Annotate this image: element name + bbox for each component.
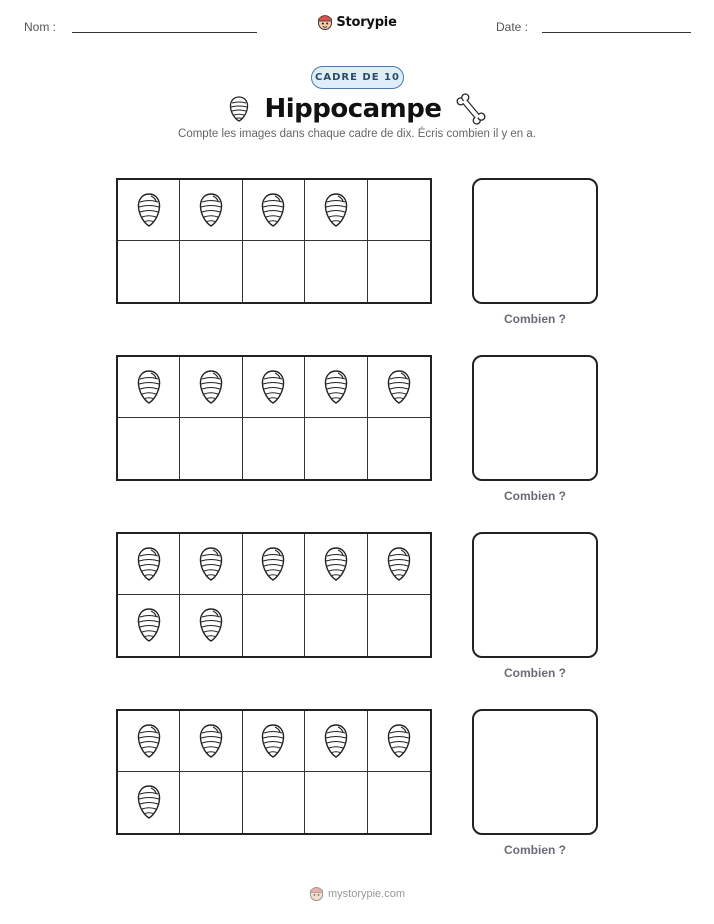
frame-cell [118, 418, 180, 479]
frame-cell [118, 534, 180, 595]
shell-icon [135, 192, 163, 229]
storypie-mascot-icon [317, 13, 333, 31]
shell-icon [385, 723, 413, 760]
frame-cell [180, 595, 242, 656]
shell-icon [135, 369, 163, 406]
bone-icon [456, 92, 486, 126]
frame-cell [368, 418, 430, 479]
shell-icon [197, 607, 225, 644]
frame-cell [118, 772, 180, 833]
shell-icon [197, 192, 225, 229]
answer-box-3[interactable] [472, 532, 598, 658]
frame-cell [180, 772, 242, 833]
frame-cell [305, 711, 367, 772]
shell-icon [322, 546, 350, 583]
frame-cell [243, 357, 305, 418]
frame-cell [180, 357, 242, 418]
ten-frame-4 [116, 709, 432, 835]
frame-cell [180, 180, 242, 241]
brand-name: Storypie [336, 14, 397, 30]
ten-frame-1 [116, 178, 432, 304]
worksheet-type-badge: CADRE DE 10 [311, 66, 404, 89]
frame-cell [368, 180, 430, 241]
frame-cell [180, 711, 242, 772]
shell-icon [197, 369, 225, 406]
frame-cell [305, 772, 367, 833]
answer-label-1: Combien ? [504, 312, 566, 326]
title-row [0, 92, 714, 126]
answer-label-3: Combien ? [504, 666, 566, 680]
shell-icon [385, 546, 413, 583]
answer-box-2[interactable] [472, 355, 598, 481]
frame-cell [243, 711, 305, 772]
frame-cell [118, 180, 180, 241]
frame-cell [305, 534, 367, 595]
ten-frame-2 [116, 355, 432, 481]
frame-cell [118, 595, 180, 656]
frame-cell [305, 595, 367, 656]
frame-cell [368, 534, 430, 595]
frame-cell [243, 418, 305, 479]
shell-icon [259, 192, 287, 229]
frame-cell [243, 180, 305, 241]
answer-label-2: Combien ? [504, 489, 566, 503]
frame-cell [368, 595, 430, 656]
shell-icon [197, 546, 225, 583]
name-line[interactable] [72, 32, 257, 33]
shell-icon [322, 369, 350, 406]
frame-cell [305, 418, 367, 479]
frame-cell [180, 418, 242, 479]
date-label: Date : [496, 20, 529, 34]
shell-icon [322, 192, 350, 229]
shell-icon [135, 723, 163, 760]
frame-cell [305, 357, 367, 418]
frame-cell [180, 241, 242, 302]
page-title: Hippocampe [264, 94, 442, 124]
frame-cell [305, 180, 367, 241]
name-label: Nom : [24, 20, 57, 34]
frame-cell [243, 241, 305, 302]
footer [0, 885, 714, 902]
shell-icon [197, 723, 225, 760]
answer-label-4: Combien ? [504, 843, 566, 857]
frame-cell [243, 534, 305, 595]
shell-icon [228, 95, 250, 123]
shell-icon [259, 546, 287, 583]
storypie-mascot-icon [309, 885, 324, 902]
ten-frame-3 [116, 532, 432, 658]
brand [0, 13, 714, 31]
instructions: Compte les images dans chaque cadre de dix. Écris combien il y en a. [178, 128, 536, 140]
frame-cell [118, 711, 180, 772]
frame-cell [243, 772, 305, 833]
answer-box-4[interactable] [472, 709, 598, 835]
shell-icon [135, 546, 163, 583]
frame-cell [180, 534, 242, 595]
date-line[interactable] [542, 32, 691, 33]
answer-box-1[interactable] [472, 178, 598, 304]
footer-site: mystorypie.com [327, 887, 406, 900]
shell-icon [259, 369, 287, 406]
shell-icon [385, 369, 413, 406]
shell-icon [322, 723, 350, 760]
frame-cell [368, 772, 430, 833]
frame-cell [243, 595, 305, 656]
frame-cell [305, 241, 367, 302]
frame-cell [118, 241, 180, 302]
frame-cell [368, 357, 430, 418]
shell-icon [259, 723, 287, 760]
shell-icon [135, 607, 163, 644]
shell-icon [135, 784, 163, 821]
frame-cell [118, 357, 180, 418]
frame-cell [368, 711, 430, 772]
frame-cell [368, 241, 430, 302]
